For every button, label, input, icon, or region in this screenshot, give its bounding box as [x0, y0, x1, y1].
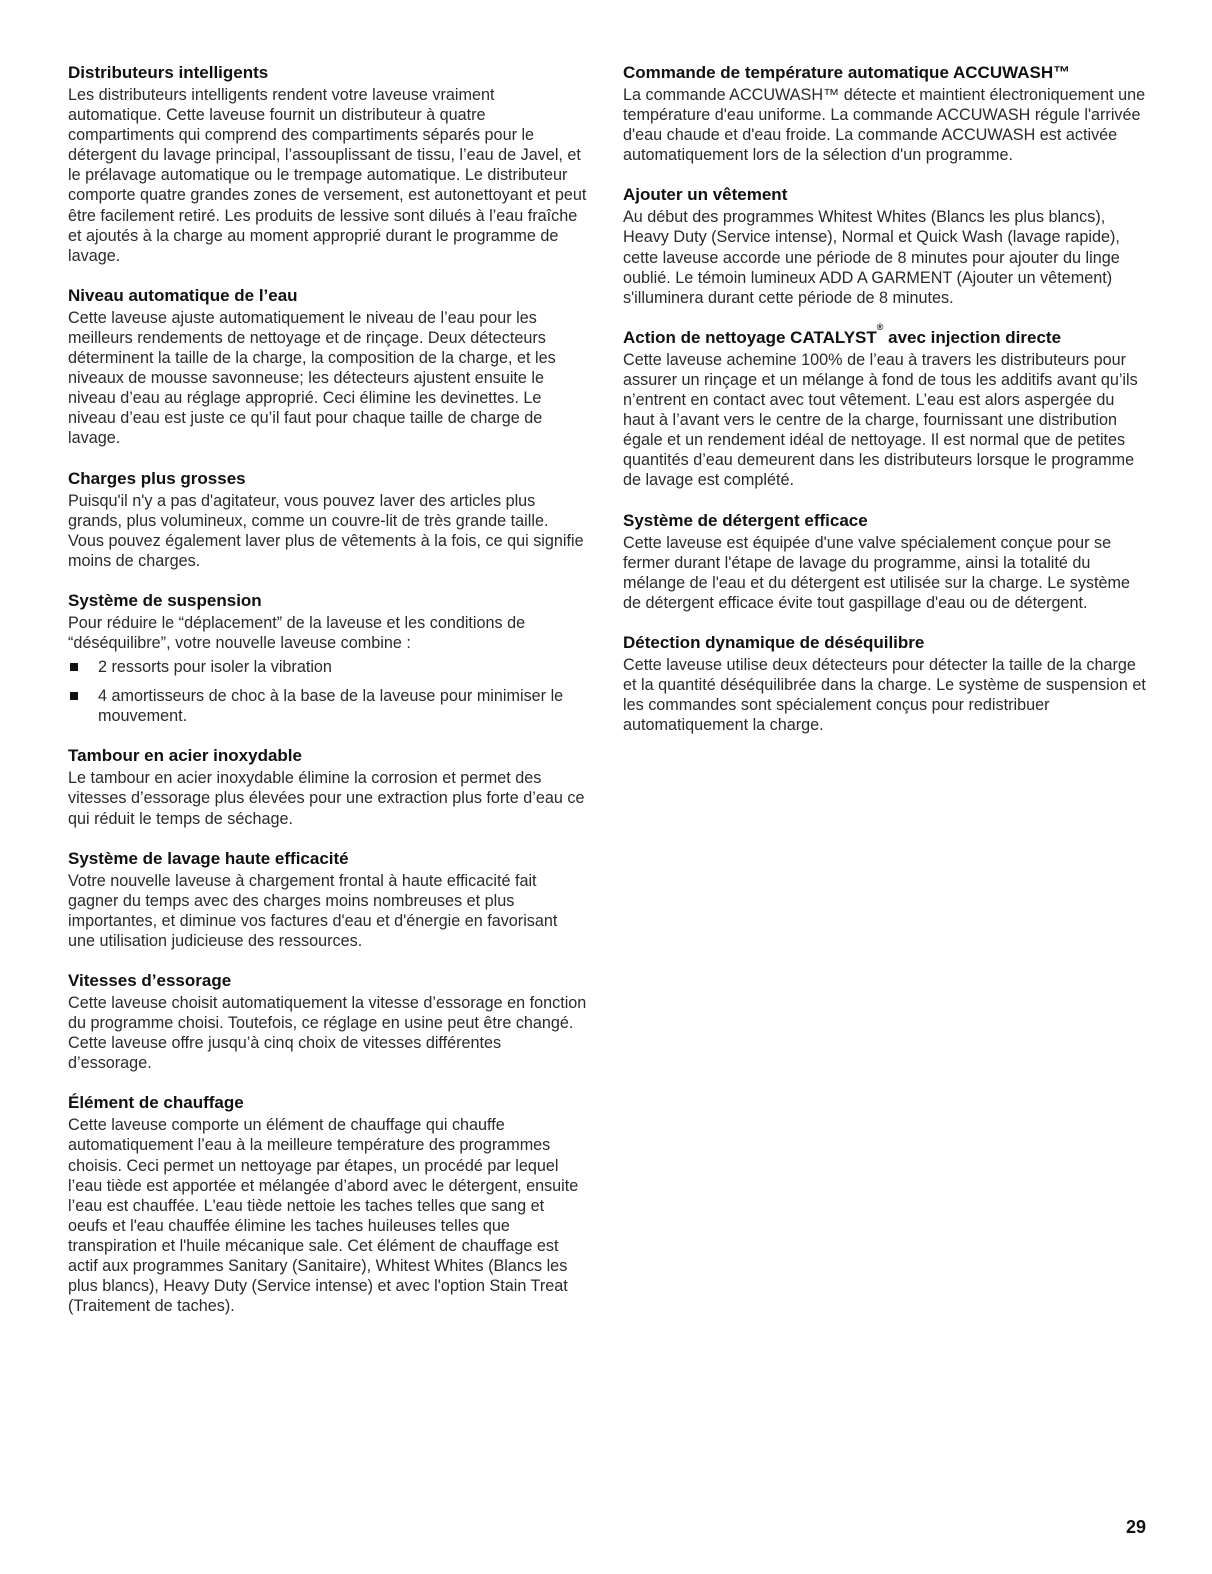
- section-body: Cette laveuse choisit automatiquement la vitesse d’essorage en fonction du programme choisi. Toutefois, ce réglage en usine peut être changé. Cette laveuse offre jusqu’à cinq choix de vitesses différentes d’essorage.: [68, 994, 587, 1073]
- section-heading: [623, 321, 1148, 349]
- list-item-text: 2 ressorts pour isoler la vibration: [98, 658, 332, 677]
- section-body: La commande ACCUWASH™ détecte et maintient électroniquement une température d'eau uniforme. La commande ACCUWASH régule l'arrivée d'eau chaude et d'eau froide. La commande ACCUWASH est activée automatiquement lors de la sélection d'un programme.: [623, 86, 1146, 165]
- section-body: Cette laveuse comporte un élément de chauffage qui chauffe automatiquement l’eau à la meilleure température des programmes choisis. Ceci permet un nettoyage par étapes, un procédé par lequel l’eau tiède est apportée et mélangée d’abord avec le détergent, ensuite l’eau est chauffée. L'eau tiède nettoie les taches telles que sang et oeufs et l'eau chauffée élimine les taches huileuses telles que transpiration et l'huile mécanique sale. Cet élément de chauffage est actif aux programmes Sanitary (Sanitaire), Whitest Whites (Blancs les plus blancs), Heavy Duty (Service intense) et avec l'option Stain Treat (Traitement de taches).: [68, 1116, 579, 1316]
- section-body: Cette laveuse est équipée d'une valve spécialement conçue pour se fermer durant l'étape de lavage du programme, ainsi la totalité du mélange de l'eau et du détergent est utilisée sur la charge. Le système de détergent efficace évite tout gaspillage d'eau ou de détergent.: [623, 533, 1131, 612]
- section-detection-desequilibre: [623, 632, 1148, 735]
- section-catalyst: [623, 321, 1148, 491]
- section-heading: Commande de température automatique ACCUWASH™: [623, 63, 1071, 82]
- section-heading: Système de lavage haute efficacité: [68, 848, 349, 868]
- section-heading: Vitesses d’essorage: [68, 971, 232, 990]
- section-heading: Élément de chauffage: [68, 1093, 244, 1113]
- section-heading: Charges plus grosses: [68, 468, 246, 488]
- section-body: Cette laveuse achemine 100% de l’eau à travers les distributeurs pour assurer un rinçage et un mélange à fond de tous les additifs avant qu’ils n’entrent en contact avec tout vêtement. L’eau est alors aspergée du haut à l’avant vers le centre de la charge, fournissant une distribution égale et un rendement idéal de nettoyage. Il est normal que de petites quantités d’eau demeurent dans les distributeurs lorsque le programme de lavage est complété.: [623, 350, 1138, 490]
- section-heading: Système de suspension: [68, 590, 262, 610]
- section-detergent-efficace: [623, 510, 1148, 613]
- section-body: Les distributeurs intelligents rendent votre laveuse vraiment automatique. Cette laveuse fournit un distributeur à quatre compartiments qui comprend des compartiments séparés pour le détergent du lavage principal, l’assouplissant de tissu, l’eau de Javel, et le prélavage automatique ou le trempage automatique. Le distributeur comporte quatre grandes zones de versement, est autonettoyant et peut être facilement retiré. Les produits de lessive sont dilués à l’eau fraîche et ajoutés à la charge au moment approprié durant le programme de lavage.: [68, 86, 587, 265]
- section-heading: Ajouter un vêtement: [623, 185, 788, 205]
- heading-main: Action de nettoyage CATALYST: [623, 327, 877, 347]
- page-number: 29: [1125, 1517, 1146, 1537]
- list-item-text: 4 amortisseurs de choc à la base de la laveuse pour minimiser le mouvement.: [98, 687, 564, 726]
- section-body: Puisqu'il n'y a pas d'agitateur, vous pouvez laver des articles plus grands, plus volumineux, comme un couvre-lit de très grande taille. Vous pouvez également laver plus de vêtements à la fois, ce qui signifie moins de charges.: [68, 491, 584, 570]
- section-element-chauffage: [68, 1092, 588, 1316]
- left-column: [68, 62, 588, 1335]
- bullet-list: [68, 657, 588, 726]
- section-heading: Système de détergent efficace: [623, 510, 868, 530]
- section-body: Votre nouvelle laveuse à chargement frontal à haute efficacité fait gagner du temps avec des charges moins nombreuses et plus importantes, et diminue vos factures d'eau et d'énergie en favorisant une utilisation judicieuse des ressources.: [68, 871, 558, 950]
- section-heading: Tambour en acier inoxydable: [68, 746, 302, 766]
- section-vitesses-essorage: [68, 970, 588, 1073]
- list-item: [68, 686, 588, 726]
- section-body: Cette laveuse utilise deux détecteurs pour détecter la taille de la charge et la quantité déséquilibrée dans la charge. Le système de suspension et les commandes sont spécialement conçus pour redistribuer automatiquement la charge.: [623, 655, 1146, 735]
- list-item: [68, 657, 588, 677]
- section-ajouter-vetement: [623, 184, 1148, 307]
- square-bullet-icon: [70, 663, 78, 671]
- square-bullet-icon: [70, 692, 78, 700]
- registered-mark: ®: [876, 321, 884, 332]
- section-body: Cette laveuse ajuste automatiquement le niveau de l’eau pour les meilleurs rendements de nettoyage et de rinçage. Deux détecteurs déterminent la taille de la charge, la composition de la charge, et les niveaux de mousse savonneuse; les détecteurs ajustent ensuite le niveau d’eau au réglage approprié. Ceci élimine les devinettes. Le niveau d’eau est juste ce qu’il faut pour chaque taille de charge de lavage.: [68, 308, 556, 448]
- heading-tail: avec injection directe: [883, 327, 1062, 347]
- section-body: Au début des programmes Whitest Whites (Blancs les plus blancs), Heavy Duty (Service intense), Normal et Quick Wash (lavage rapide), cette laveuse accorde une période de 8 minutes pour ajouter du linge oublié. Le témoin lumineux ADD A GARMENT (Ajouter un vêtement) s'illuminera durant cette période de 8 minutes.: [623, 208, 1120, 307]
- section-distributeurs-intelligents: [68, 62, 588, 266]
- section-body: Le tambour en acier inoxydable élimine la corrosion et permet des vitesses d’essorage plus élevées pour une extraction plus forte d’eau ce qui réduit le temps de séchage.: [68, 769, 585, 828]
- section-heading: Niveau automatique de l’eau: [68, 285, 298, 305]
- section-heading: Distributeurs intelligents: [68, 63, 269, 82]
- right-column: [623, 62, 1148, 754]
- section-tambour-acier: [68, 745, 588, 828]
- section-body: Pour réduire le “déplacement” de la laveuse et les conditions de “déséquilibre”, votre nouvelle laveuse combine :: [68, 613, 526, 652]
- section-accuwash: [623, 62, 1148, 165]
- section-systeme-suspension: [68, 590, 588, 726]
- section-heading: Détection dynamique de déséquilibre: [623, 632, 925, 652]
- section-charges-plus-grosses: [68, 468, 588, 571]
- section-niveau-automatique: [68, 285, 588, 449]
- section-lavage-haute-efficacite: [68, 848, 588, 951]
